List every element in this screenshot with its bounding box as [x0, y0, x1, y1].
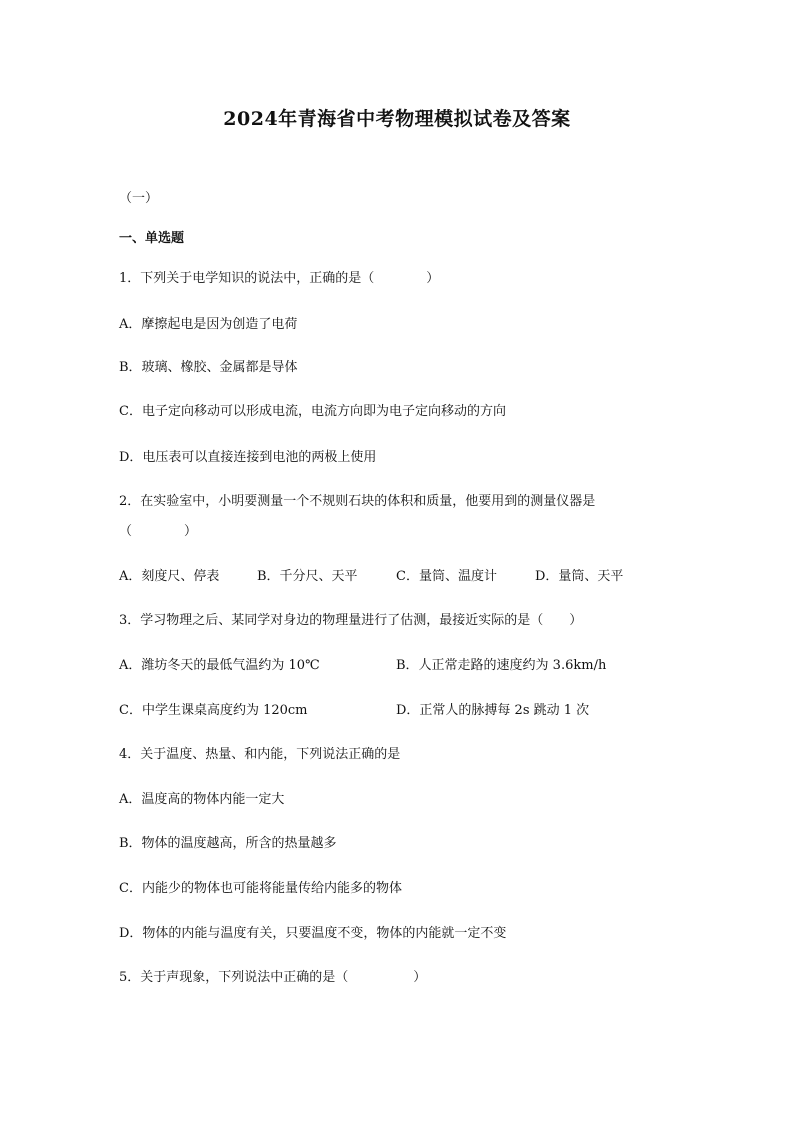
- section-label: （一）: [119, 191, 159, 206]
- question-1-option-d: D．电压表可以直接连接到电池的两极上使用: [119, 450, 377, 465]
- question-3-option-d: D．正常人的脉搏每 2s 跳动 1 次: [396, 703, 590, 718]
- question-4-option-c: C．内能少的物体也可能将能量传给内能多的物体: [119, 881, 402, 896]
- question-2-option-c: C．量筒、温度计: [396, 569, 497, 584]
- question-3-option-c: C．中学生课桌高度约为 120cm: [119, 703, 308, 718]
- question-3-option-a: A．潍坊冬天的最低气温约为 10℃: [119, 658, 320, 673]
- question-1-stem: 1．下列关于电学知识的说法中，正确的是（ ）: [119, 271, 440, 286]
- question-2-stem-continued: （ ）: [119, 524, 198, 539]
- question-3-stem: 3．学习物理之后、某同学对身边的物理量进行了估测，最接近实际的是（ ）: [119, 613, 583, 628]
- document-title: 2024年青海省中考物理模拟试卷及答案: [223, 108, 571, 130]
- question-2-option-d: D．量筒、天平: [535, 569, 624, 584]
- question-3-option-b: B．人正常走路的速度约为 3.6km/h: [396, 658, 607, 673]
- question-1-option-a: A．摩擦起电是因为创造了电荷: [119, 317, 298, 332]
- part-heading: 一、单选题: [119, 231, 185, 246]
- question-2-option-a: A．刻度尺、停表: [119, 569, 220, 584]
- question-2-stem: 2．在实验室中，小明要测量一个不规则石块的体积和质量，他要用到的测量仪器是: [119, 494, 596, 509]
- question-4-stem: 4．关于温度、热量、和内能，下列说法正确的是: [119, 747, 401, 762]
- question-1-option-b: B．玻璃、橡胶、金属都是导体: [119, 360, 298, 375]
- question-4-option-b: B．物体的温度越高，所含的热量越多: [119, 836, 337, 851]
- question-1-option-c: C．电子定向移动可以形成电流，电流方向即为电子定向移动的方向: [119, 404, 506, 419]
- question-2-option-b: B．千分尺、天平: [257, 569, 358, 584]
- question-5-stem: 5．关于声现象，下列说法中正确的是（ ）: [119, 970, 427, 985]
- question-4-option-d: D．物体的内能与温度有关，只要温度不变，物体的内能就一定不变: [119, 926, 507, 941]
- question-4-option-a: A．温度高的物体内能一定大: [119, 792, 285, 807]
